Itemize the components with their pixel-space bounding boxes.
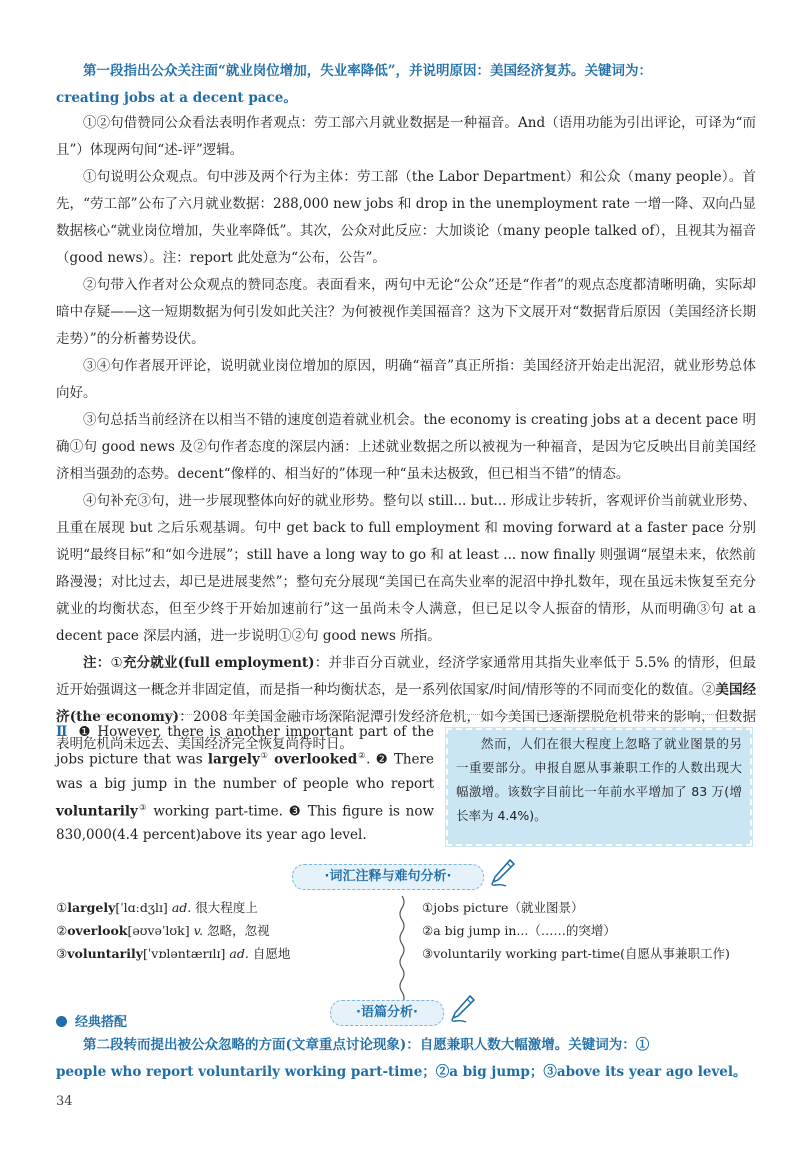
bullet-dot-icon	[56, 1016, 67, 1027]
note-1-term: 充分就业(full employment)	[122, 655, 315, 671]
vocab-badge: ·词汇注释与难句分析·	[292, 864, 484, 890]
section2-text	[56, 720, 434, 847]
note-2-text: ：2008 年美国金融市场深陷泥潭引发经济危机，如今美国已逐渐摆脱危机带来的影响，但数据表明危机尚未远去、美国经济完全恢复尚待时日。	[56, 709, 756, 752]
discourse-badge: ·语篇分析·	[330, 1000, 444, 1026]
analysis-p1: ①②句借赞同公众看法表明作者观点：劳工部六月就业数据是一种福音。And（语用功能为引出评论，可译为“而且”）体现两句间“述-评”逻辑。	[56, 115, 756, 158]
analysis-p4: ③④句作者展开评论，说明就业岗位增加的原因，明确“福音”真正所指：美国经济开始走出泥沼，就业形势总体向好。	[56, 358, 756, 401]
phrase-item: ①jobs picture（就业图景）	[422, 900, 584, 915]
analysis-p6: ④句补充③句，进一步展现整体向好的就业形势。整句以 still... but... 形成让步转折，客观评价当前就业形势、且重在展现 but 之后乐观基调。句中 get back to full employment 和 moving forward at a faster pace 分别说明“最终目标”和“如今进展”；still have a long way to go 和 at least ... now finally 则强调“展望未来，依然前路漫漫；对比过去，却已是进展斐然”；整句充分展现“美国已在高失业率的泥沼中挣扎数年，现在虽远未恢复至充分就业的均衡状态，但至少终于开始加速前行”这一虽尚未令人满意，但已足以令人振奋的情形，从而明确③句 at a decent pace 深层内涵，进一步说明①②句 good news 所指。	[56, 493, 756, 644]
sentence-2-text: There was a big jump in the number of people who report	[56, 751, 434, 792]
vocab-def: 自愿地	[252, 946, 291, 961]
phrase-item: ②a big jump in...（……的突增）	[422, 923, 616, 938]
sentence-2-end: working part-time.	[147, 803, 289, 819]
vocab-pos: ad.	[171, 900, 192, 915]
note-1-text: ：并非百分百就业，经济学家通常用其指失业率低于 5.5% 的情形，但最近开始强调这一概念并非固定值，而是指一种均衡状态，是一系列依国家/时间/情形等的不同而变化的数值。	[56, 655, 757, 698]
sentence-1-text: However, there is another important part of the jobs picture that was	[56, 724, 434, 768]
para1-summary	[56, 58, 756, 112]
translation-box: 然而，人们在很大程度上忽略了就业图景的另一重要部分。申报自愿从事兼职工作的人数出现大幅激增。该数字目前比一年前水平增加了 83 万(增长率为 4.4%)。	[446, 728, 752, 846]
sentence-3-num: ❸	[288, 803, 303, 819]
analysis-p5: ③句总括当前经济在以相当不错的速度创造着就业机会。the economy is creating jobs at a decent pace 明确①句 good news 及②句作者态度的深层内涵：上述就业数据之所以被视为一种福音，是因为它反映出目前美国经济相当强劲的态势。decent“像样的、相当好的”体现一种“虽未达极致，但已相当不错”的情态。	[56, 412, 756, 482]
vocab-left-list	[56, 896, 290, 965]
sentence-3-text: This figure is now 830,000(4.4 percent)above its year ago level.	[56, 803, 434, 843]
phrase-item: ③voluntarily working part-time(自愿从事兼职工作)	[422, 946, 730, 961]
vocab-item	[56, 896, 290, 919]
vocab-item	[56, 919, 290, 942]
note-2-num: ②	[701, 682, 716, 698]
para1-keyword-line: creating jobs at a decent pace。	[56, 90, 297, 106]
analysis-p2: ①句说明公众观点。句中涉及两个行为主体：劳工部（the Labor Department）和公众（many people）。首先，“劳工部”公布了六月就业数据：288,000 new jobs 和 drop in the unemployment rate 一增一降、双向凸显数据核心“就业岗位增加，失业率降低”。其次，公众对此反应：大加谈论（many people talked of），且视其为福音（good news）。注：report 此处意为“公布，公告”。	[56, 169, 756, 266]
vocab-word: overlook	[67, 923, 128, 938]
sentence-1-end: .	[366, 751, 376, 768]
para1-summary-line1: 第一段指出公众关注面“就业岗位增加，失业率降低”，并说明原因：美国经济复苏。关键词为：	[83, 63, 653, 79]
vocab-def: 忽略，忽视	[207, 923, 270, 938]
pen-icon	[488, 858, 516, 888]
note-2-term: 美国经济(the economy)	[56, 682, 756, 725]
vocab-right-list	[422, 896, 730, 965]
sup-3: ③	[137, 802, 148, 812]
vocab-pos: v.	[193, 923, 204, 938]
classic-collocation-heading	[56, 1012, 127, 1034]
section-divider	[56, 714, 756, 715]
pen-icon	[448, 994, 476, 1024]
word-largely: largely	[207, 751, 260, 768]
vocab-num: ②	[56, 923, 68, 938]
sentence-1-num: ❶	[78, 724, 92, 740]
vocab-pos: ad.	[229, 946, 249, 961]
vocab-item	[56, 942, 290, 965]
vocab-num: ①	[56, 900, 68, 915]
para2-keyword-line: people who report voluntarily working part-time；②a big jump；③above its year ago level。	[56, 1064, 747, 1080]
page-number: 34	[56, 1094, 73, 1109]
classic-label: 经典搭配	[75, 1015, 128, 1030]
vocab-phonetic: [əʊvəˈlʊk]	[127, 923, 190, 938]
vocab-word: largely	[67, 900, 116, 915]
para2-summary	[56, 1032, 756, 1086]
vocab-word: voluntarily	[67, 946, 143, 961]
note-1-num: ①	[110, 655, 123, 671]
sup-1: ①	[259, 751, 269, 760]
note-label: 注：	[83, 655, 111, 671]
word-voluntarily: voluntarily	[56, 803, 138, 819]
analysis-section	[56, 110, 756, 758]
vocab-def: 很大程度上	[195, 900, 258, 915]
vocab-phonetic: [ˈlɑːdʒlɪ]	[115, 900, 168, 915]
para2-summary-line1: 第二段转而提出被公众忽略的方面(文章重点讨论现象)：自愿兼职人数大幅激增。关键词为：①	[83, 1037, 650, 1053]
analysis-p3: ②句带入作者对公众观点的赞同态度。表面看来，两句中无论“公众”还是“作者”的观点态度都清晰明确，实际却暗中存疑——这一短期数据为何引发如此关注？为何被视作美国福音？这为下文展开对“数据背后原因（美国经济长期走势）”的分析蓄势设伏。	[56, 277, 756, 347]
sentence-2-num: ❷	[375, 751, 389, 768]
section-roman-numeral: Ⅱ	[56, 724, 69, 740]
word-overlooked: overlooked	[274, 751, 358, 768]
vocab-num: ③	[56, 946, 68, 961]
vocab-phonetic: [ˈvɒləntærɪlɪ]	[142, 946, 226, 961]
sup-2: ②	[357, 751, 367, 760]
